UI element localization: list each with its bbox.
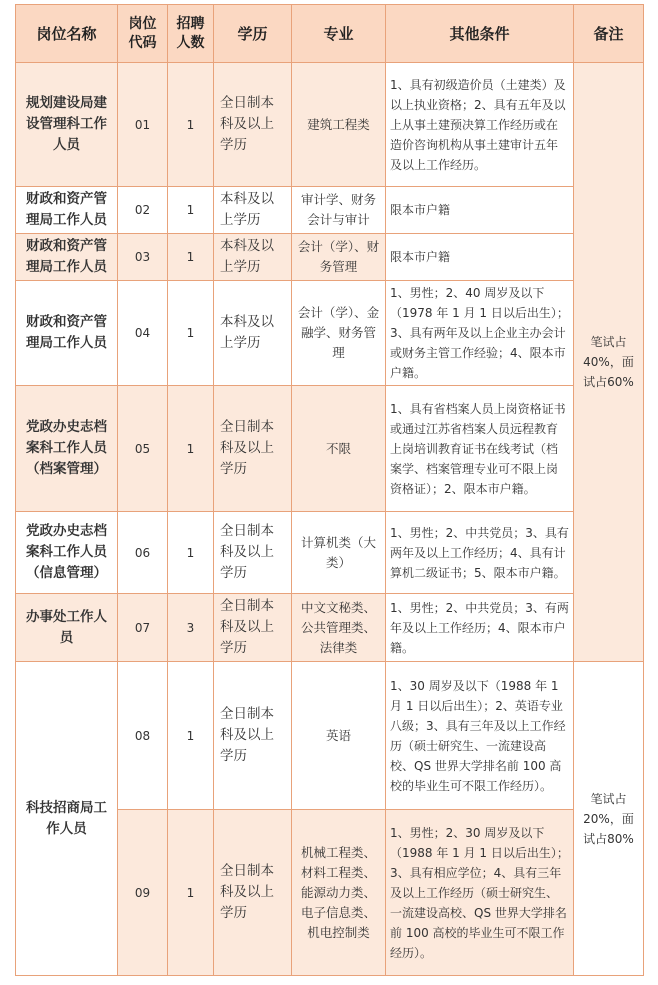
- count-cell: 1: [168, 810, 214, 976]
- position-cell: 规划建设局建设管理科工作人员: [16, 63, 118, 187]
- code-cell: 09: [118, 810, 168, 976]
- code-cell: 02: [118, 187, 168, 234]
- count-cell: 3: [168, 594, 214, 662]
- major-cell: 英语: [292, 662, 386, 810]
- position-cell: 财政和资产管理局工作人员: [16, 234, 118, 281]
- code-cell: 04: [118, 281, 168, 386]
- count-cell: 1: [168, 512, 214, 594]
- education-cell: 全日制本科及以上学历: [214, 810, 292, 976]
- header-education: 学历: [214, 5, 292, 63]
- table-row: [16, 512, 644, 594]
- code-cell: 01: [118, 63, 168, 187]
- code-cell: 07: [118, 594, 168, 662]
- position-cell: 党政办史志档案科工作人员（信息管理）: [16, 512, 118, 594]
- education-cell: 本科及以上学历: [214, 234, 292, 281]
- count-cell: 1: [168, 662, 214, 810]
- header-row: [16, 5, 644, 63]
- remarks-cell: 笔试占40%，面试占60%: [574, 63, 644, 662]
- code-cell: 05: [118, 386, 168, 512]
- education-cell: 本科及以上学历: [214, 187, 292, 234]
- table-row: [16, 63, 644, 187]
- conditions-cell: 1、具有初级造价员（土建类）及以上执业资格；2、具有五年及以上从事土建预决算工作经历或在造价咨询机构从事土建审计五年及以上工作经历。: [386, 63, 574, 187]
- recruitment-table-container: [15, 4, 643, 970]
- remarks-cell: 笔试占20%，面试占80%: [574, 662, 644, 976]
- header-position: 岗位名称: [16, 5, 118, 63]
- table-row: [16, 234, 644, 281]
- major-cell: 计算机类（大类）: [292, 512, 386, 594]
- conditions-cell: 1、男性；2、30 周岁及以下（1988 年 1 月 1 日以后出生）；3、具有相应学位；4、具有三年及以上工作经历（硕士研究生、一流建设高校、QS 世界大学排名前 100 高校的毕业生可不限工作经历）。: [386, 810, 574, 976]
- code-cell: 06: [118, 512, 168, 594]
- recruitment-table: [15, 4, 644, 976]
- header-count: 招聘人数: [168, 5, 214, 63]
- code-cell: 03: [118, 234, 168, 281]
- position-cell: 财政和资产管理局工作人员: [16, 187, 118, 234]
- count-cell: 1: [168, 281, 214, 386]
- table-row: [16, 281, 644, 386]
- major-cell: 会计（学）、金融学、财务管理: [292, 281, 386, 386]
- header-major: 专业: [292, 5, 386, 63]
- count-cell: 1: [168, 386, 214, 512]
- major-cell: 会计（学）、财务管理: [292, 234, 386, 281]
- count-cell: 1: [168, 63, 214, 187]
- education-cell: 全日制本科及以上学历: [214, 662, 292, 810]
- conditions-cell: 1、男性；2、40 周岁及以下（1978 年 1 月 1 日以后出生）；3、具有两年及以上企业主办会计或财务主管工作经验；4、限本市户籍。: [386, 281, 574, 386]
- position-cell: 党政办史志档案科工作人员（档案管理）: [16, 386, 118, 512]
- major-cell: 中文文秘类、公共管理类、法律类: [292, 594, 386, 662]
- table-row: [16, 594, 644, 662]
- conditions-cell: 限本市户籍: [386, 234, 574, 281]
- table-row: [16, 187, 644, 234]
- header-code: 岗位代码: [118, 5, 168, 63]
- education-cell: 全日制本科及以上学历: [214, 594, 292, 662]
- position-cell: 科技招商局工作人员: [16, 662, 118, 976]
- conditions-cell: 1、30 周岁及以下（1988 年 1 月 1 日以后出生）；2、英语专业八级；3、具有三年及以上工作经历（硕士研究生、一流建设高校、QS 世界大学排名前 100 高校的毕业生可不限工作经历）。: [386, 662, 574, 810]
- count-cell: 1: [168, 234, 214, 281]
- table-row: [16, 662, 644, 810]
- position-cell: 办事处工作人员: [16, 594, 118, 662]
- count-cell: 1: [168, 187, 214, 234]
- education-cell: 本科及以上学历: [214, 281, 292, 386]
- conditions-cell: 1、具有省档案人员上岗资格证书或通过江苏省档案人员远程教育上岗培训教育证书在线考试（档案学、档案管理专业可不限上岗资格证）；2、限本市户籍。: [386, 386, 574, 512]
- education-cell: 全日制本科及以上学历: [214, 386, 292, 512]
- major-cell: 建筑工程类: [292, 63, 386, 187]
- major-cell: 不限: [292, 386, 386, 512]
- header-conditions: 其他条件: [386, 5, 574, 63]
- major-cell: 审计学、财务会计与审计: [292, 187, 386, 234]
- conditions-cell: 1、男性；2、中共党员；3、具有两年及以上工作经历；4、具有计算机二级证书；5、限本市户籍。: [386, 512, 574, 594]
- position-cell: 财政和资产管理局工作人员: [16, 281, 118, 386]
- education-cell: 全日制本科及以上学历: [214, 63, 292, 187]
- conditions-cell: 1、男性；2、中共党员；3、有两年及以上工作经历；4、限本市户籍。: [386, 594, 574, 662]
- table-row: [16, 386, 644, 512]
- major-cell: 机械工程类、材料工程类、能源动力类、电子信息类、机电控制类: [292, 810, 386, 976]
- code-cell: 08: [118, 662, 168, 810]
- header-remarks: 备注: [574, 5, 644, 63]
- education-cell: 全日制本科及以上学历: [214, 512, 292, 594]
- conditions-cell: 限本市户籍: [386, 187, 574, 234]
